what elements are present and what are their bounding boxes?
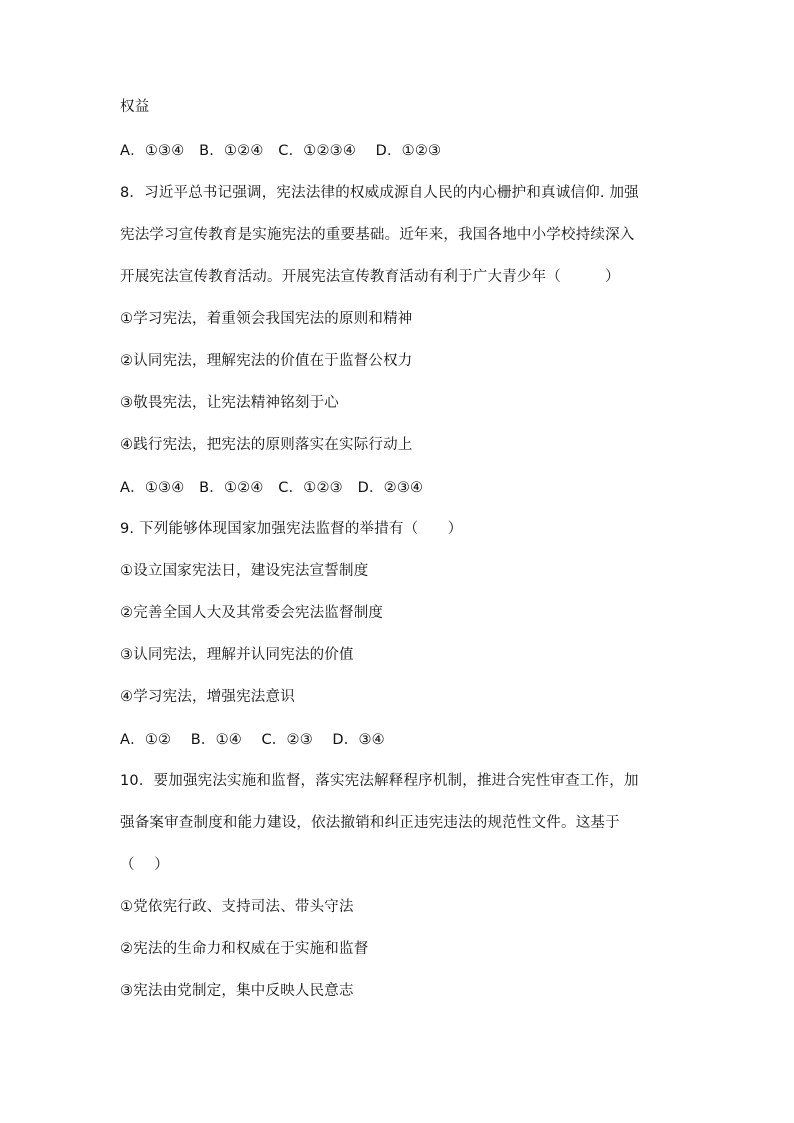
question-9-line-1: 9. 下列能够体现国家加强宪法监督的举措有（ ） xyxy=(120,521,463,537)
question-8-line-2: 宪法学习宣传教育是实施宪法的重要基础。近年来，我国各地中小学校持续深入 xyxy=(120,227,635,243)
options-line-q7: A．①③④ B．①②④ C．①②③④ D．①②③ xyxy=(120,143,442,159)
options-line-q8: A．①③④ B．①②④ C．①②③ D．②③④ xyxy=(120,480,424,496)
question-8-statement-2: ②认同宪法，理解宪法的价值在于监督公权力 xyxy=(120,353,413,369)
question-10-statement-1: ①党依宪行政、支持司法、带头守法 xyxy=(120,899,354,915)
question-8-statement-4: ④践行宪法，把宪法的原则落实在实际行动上 xyxy=(120,437,413,453)
question-8-line-1: 8．习近平总书记强调，宪法法律的权威成源自人民的内心栅护和真诚信仰. 加强 xyxy=(120,185,639,201)
question-9-statement-1: ①设立国家宪法日，建设宪法宣誓制度 xyxy=(120,563,369,579)
question-9-statement-4: ④学习宪法，增强宪法意识 xyxy=(120,689,295,705)
question-10-line-2: 强备案审查制度和能力建设，依法撤销和纠正违宪违法的规范性文件。这基于 xyxy=(120,815,620,831)
text-line-1: 权益 xyxy=(120,99,150,115)
question-9-statement-2: ②完善全国人大及其常委会宪法监督制度 xyxy=(120,605,384,621)
question-9-statement-3: ③认同宪法，理解并认同宪法的价值 xyxy=(120,647,354,663)
question-10-statement-2: ②宪法的生命力和权威在于实施和监督 xyxy=(120,941,369,957)
options-line-q9: A．①② B．①④ C．②③ D．③④ xyxy=(120,732,385,748)
question-10-statement-3: ③宪法由党制定，集中反映人民意志 xyxy=(120,983,354,999)
question-10-line-3: （ ） xyxy=(120,857,169,873)
question-8-line-3: 开展宪法宣传教育活动。开展宪法宣传教育活动有利于广大青少年（ ） xyxy=(120,269,620,285)
question-8-statement-3: ③敬畏宪法，让宪法精神铭刻于心 xyxy=(120,395,339,411)
question-8-statement-1: ①学习宪法，着重领会我国宪法的原则和精神 xyxy=(120,311,413,327)
question-10-line-1: 10．要加强宪法实施和监督，落实宪法解释程序机制，推进合宪性审查工作，加 xyxy=(120,773,639,789)
